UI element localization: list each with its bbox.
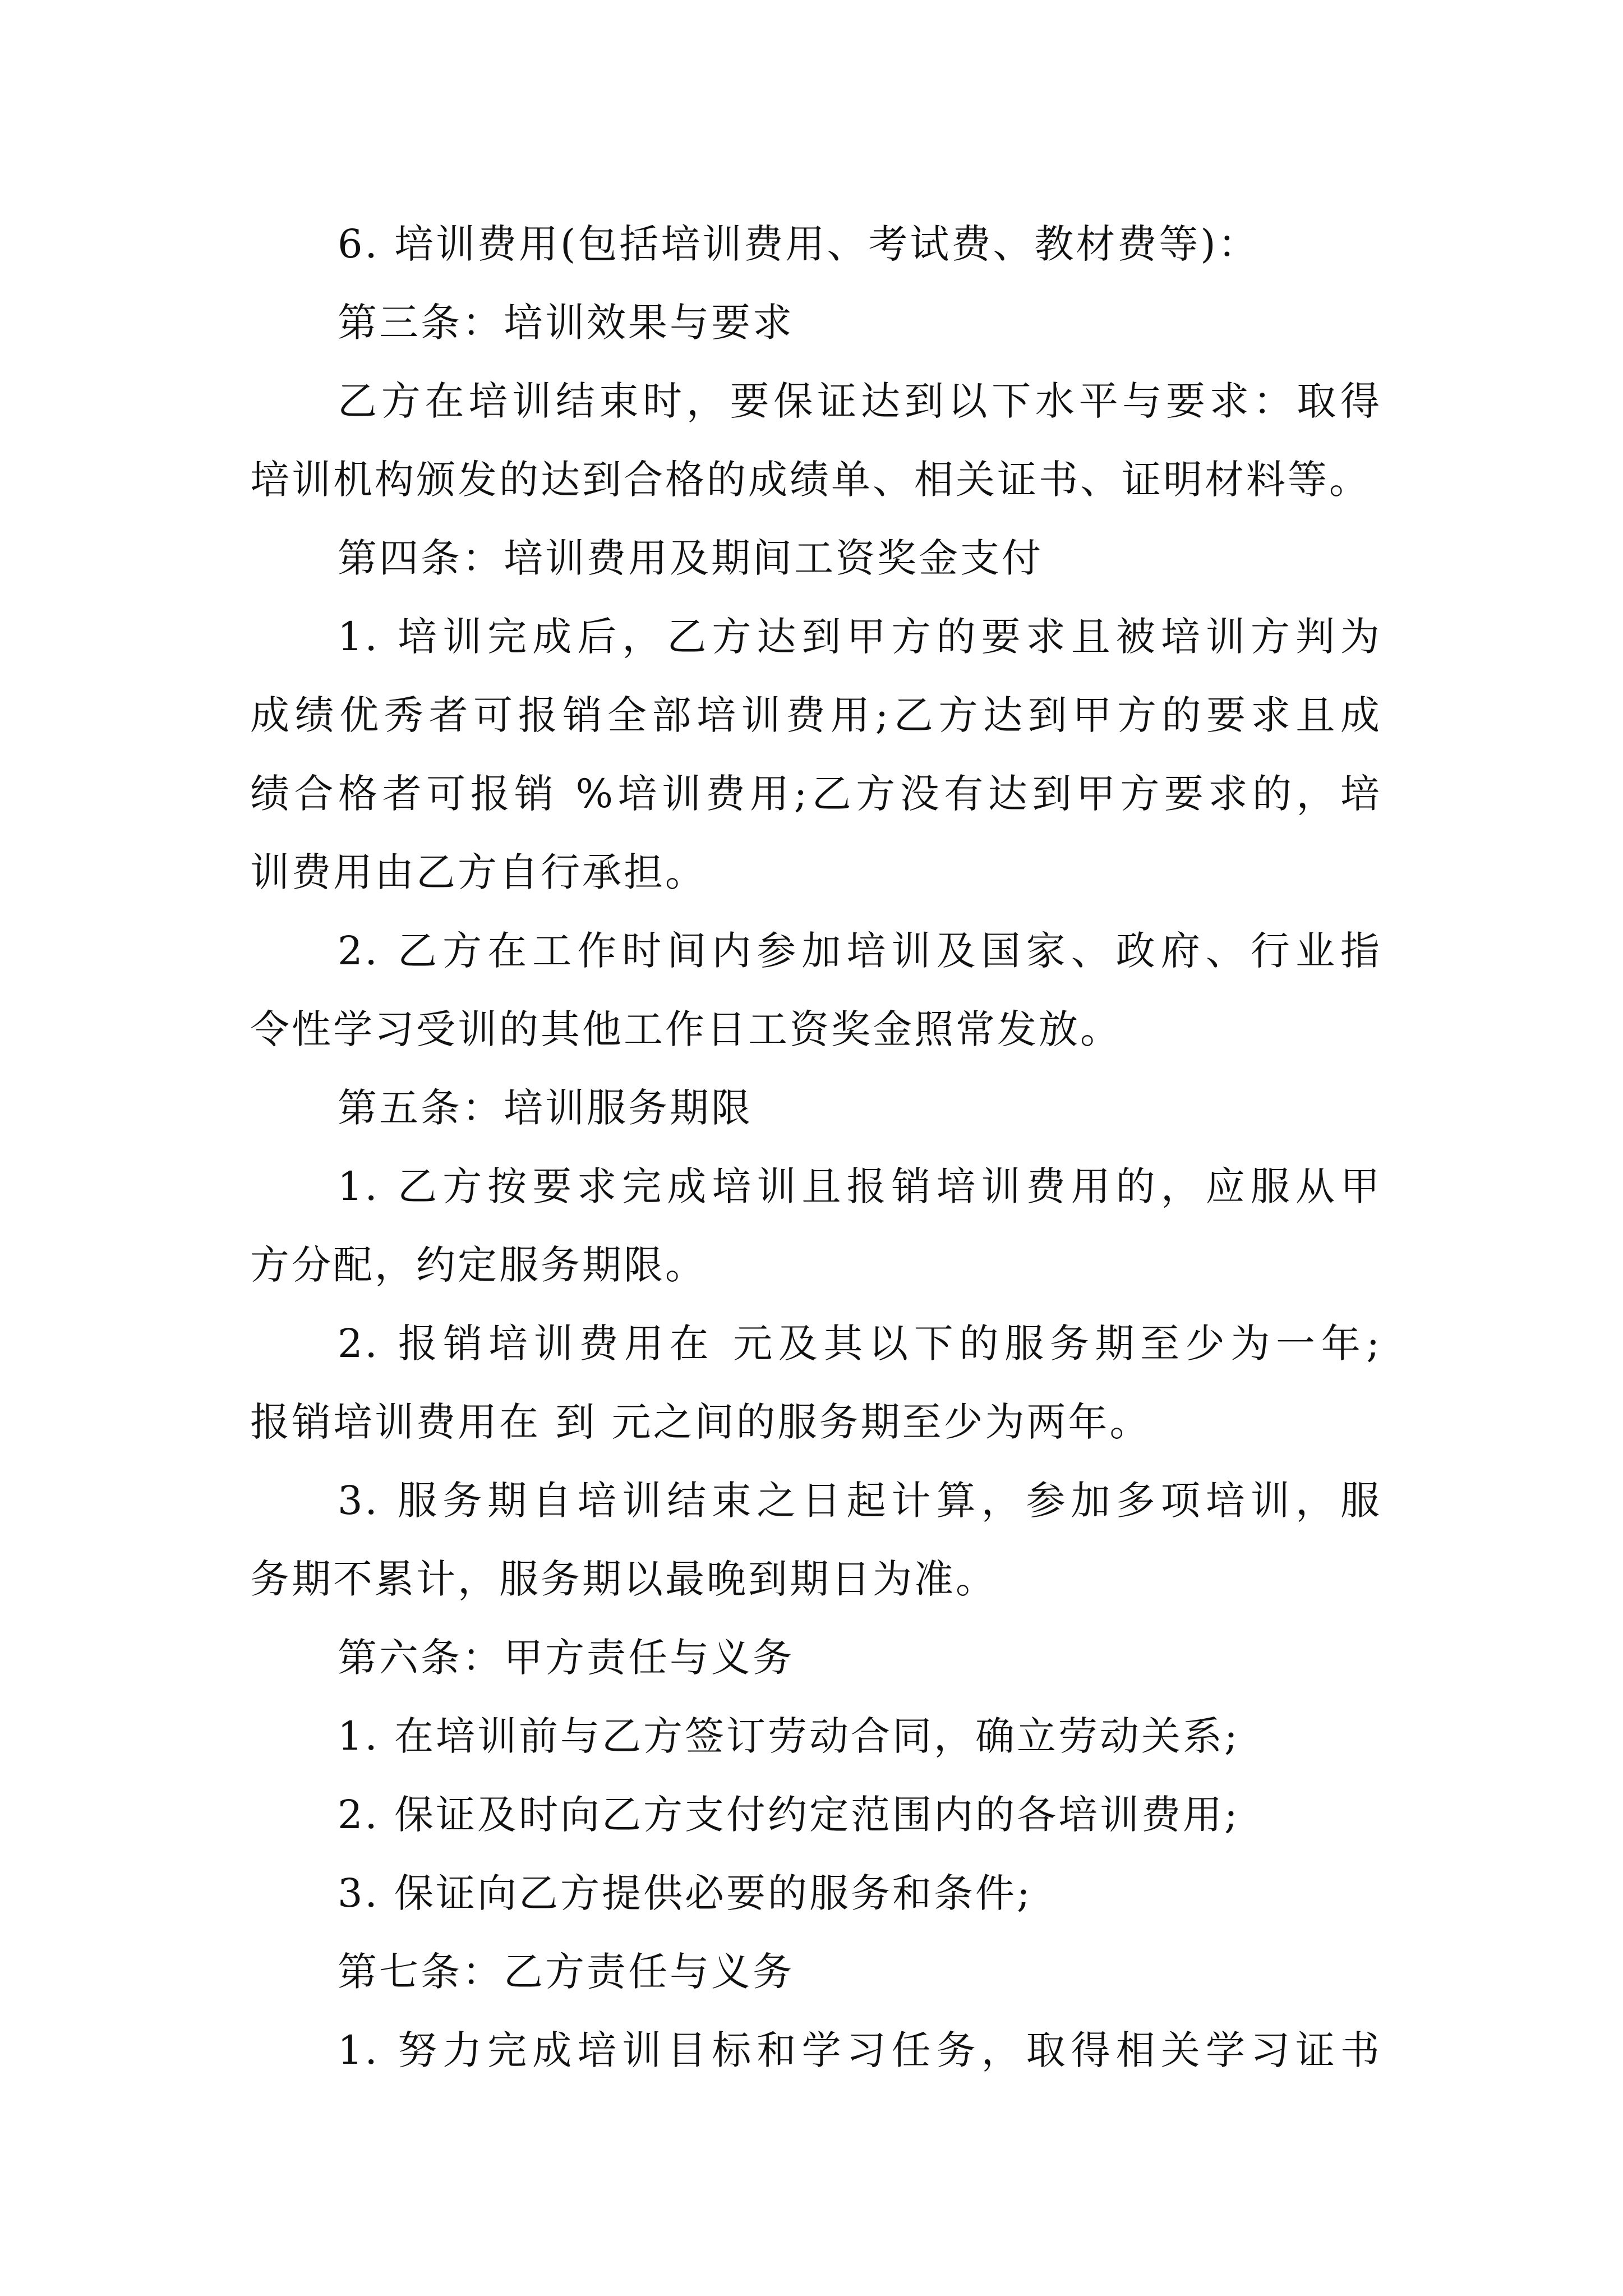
paragraph-line: 2. 乙方在工作时间内参加培训及国家、政府、行业指 [338,928,1382,974]
list-item: 1. 在培训前与乙方签订劳动合同，确立劳动关系; [338,1713,1240,1759]
list-item: 2. 保证及时向乙方支付约定范围内的各培训费用; [338,1792,1240,1838]
paragraph-line: 绩合格者可报销 %培训费用;乙方没有达到甲方要求的，培 [250,771,1382,817]
paragraph-line: 务期不累计，服务期以最晚到期日为准。 [250,1556,997,1602]
list-item-training-fees: 6. 培训费用(包括培训费用、考试费、教材费等)： [338,221,1260,267]
paragraph-line: 培训机构颁发的达到合格的成绩单、相关证书、证明材料等。 [250,457,1371,503]
paragraph-line: 方分配，约定服务期限。 [250,1242,707,1288]
paragraph-line: 成绩优秀者可报销全部培训费用;乙方达到甲方的要求且成 [250,692,1382,738]
paragraph-line: 1. 培训完成后，乙方达到甲方的要求且被培训方判为 [338,614,1382,660]
list-item: 1. 努力完成培训目标和学习任务，取得相关学习证书 [338,2027,1382,2073]
paragraph-line: 乙方在培训结束时，要保证达到以下水平与要求：取得 [338,378,1382,424]
list-item: 3. 保证向乙方提供必要的服务和条件; [338,1870,1032,1916]
paragraph-line: 令性学习受训的其他工作日工资奖金照常发放。 [250,1006,1122,1052]
document-body [250,205,1382,2090]
paragraph-line: 训费用由乙方自行承担。 [250,849,707,895]
paragraph-line: 报销培训费用在 到 元之间的服务期至少为两年。 [250,1399,1151,1445]
section-heading-article-6: 第六条：甲方责任与义务 [338,1635,794,1681]
section-heading-article-4: 第四条：培训费用及期间工资奖金支付 [338,535,1043,581]
section-heading-article-5: 第五条：培训服务期限 [338,1085,753,1131]
paragraph-line: 1. 乙方按要求完成培训且报销培训费用的，应服从甲 [338,1163,1382,1209]
section-heading-article-3: 第三条：培训效果与要求 [338,300,794,346]
section-heading-article-7: 第七条：乙方责任与义务 [338,1949,794,1995]
paragraph-line: 3. 服务期自培训结束之日起计算，参加多项培训，服 [338,1478,1382,1524]
paragraph-line: 2. 报销培训费用在 元及其以下的服务期至少为一年; [338,1320,1382,1366]
